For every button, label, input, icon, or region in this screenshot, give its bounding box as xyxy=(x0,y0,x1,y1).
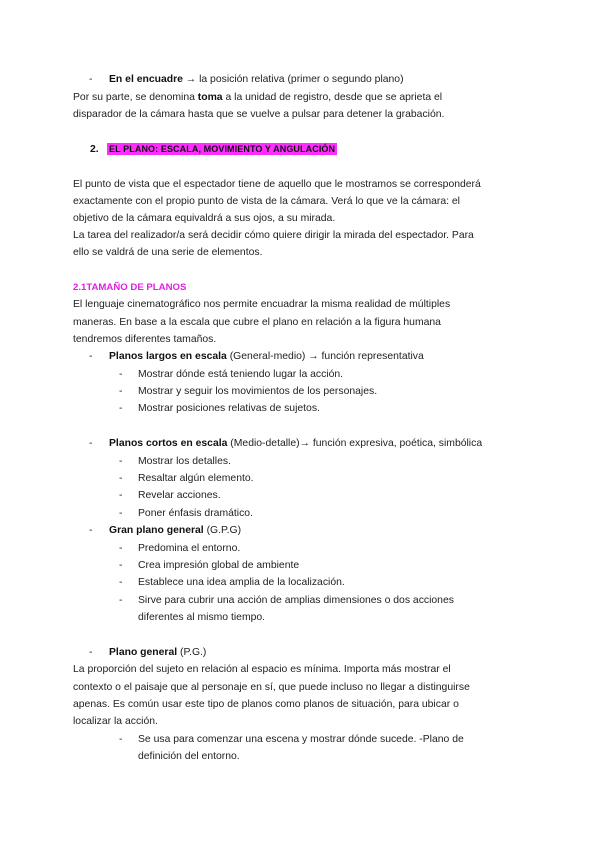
sub-bullet-dash: - xyxy=(119,734,123,745)
section-heading xyxy=(107,143,337,156)
list-item-gran-plano-general: Gran plano general (G.P.G) xyxy=(109,525,242,536)
intro-paragraph-line: Por su parte, se denomina toma a la unidad de registro, desde que se aprieta el xyxy=(73,92,443,103)
bullet-dash: - xyxy=(89,351,93,362)
sub-bullet-dash: - xyxy=(119,490,123,501)
sub-bullet-dash: - xyxy=(119,473,123,484)
sub-list-item: Mostrar posiciones relativas de sujetos. xyxy=(138,403,320,414)
list-item-planos-largos: Planos largos en escala (General-medio) → función representativa xyxy=(109,351,424,362)
sub-list-item: Resaltar algún elemento. xyxy=(138,473,254,484)
sub-list-item: Se usa para comenzar una escena y mostrar dónde sucede. -Plano de xyxy=(138,734,464,745)
paragraph-line: La proporción del sujeto en relación al espacio es mínima. Importa más mostrar el xyxy=(73,664,451,675)
subsection-heading: 2.1TAMAÑO DE PLANOS xyxy=(73,282,187,293)
sub-list-item: Mostrar y seguir los movimientos de los personajes. xyxy=(138,386,378,397)
paragraph-line: apenas. Es común usar este tipo de planos como planos de situación, para ubicar o xyxy=(73,699,459,710)
paragraph-line: localizar la acción. xyxy=(73,716,158,727)
paragraph-line: objetivo de la cámara equivaldrá a sus ojos, a su mirada. xyxy=(73,213,336,224)
section-number: 2. xyxy=(90,144,99,155)
bullet-dash: - xyxy=(89,525,93,536)
intro-item-text: → la posición relativa (primer o segundo plano) xyxy=(182,74,404,85)
sub-list-item: Predomina el entorno. xyxy=(138,543,241,554)
sub-bullet-dash: - xyxy=(119,560,123,571)
intro-item-bold: En el encuadre xyxy=(109,74,183,85)
bullet-dash: - xyxy=(89,647,93,658)
sub-bullet-dash: - xyxy=(119,386,123,397)
sub-list-item-continuation: diferentes al mismo tiempo. xyxy=(138,612,266,623)
paragraph-line: El punto de vista que el espectador tiene de aquello que le mostramos se corresponderá xyxy=(73,179,481,190)
paragraph-line: contexto o el paisaje que al personaje en sí, que puede incluso no llegar a distinguirse xyxy=(73,682,470,693)
intro-paragraph-line: disparador de la cámara hasta que se vuelve a pulsar para detener la grabación. xyxy=(73,109,445,120)
sub-bullet-dash: - xyxy=(119,369,123,380)
list-item-plano-general: Plano general (P.G.) xyxy=(109,647,207,658)
sub-list-item: Sirve para cubrir una acción de amplias dimensiones o dos acciones xyxy=(138,595,454,606)
section-heading-highlight: EL PLANO: ESCALA, MOVIMIENTO Y ANGULACIÓN xyxy=(109,144,336,154)
sub-list-item: Mostrar dónde está teniendo lugar la acción. xyxy=(138,369,344,380)
sub-bullet-dash: - xyxy=(119,595,123,606)
bullet-dash: - xyxy=(89,438,93,449)
term-toma: toma xyxy=(197,92,223,103)
sub-bullet-dash: - xyxy=(119,577,123,588)
paragraph-line: El lenguaje cinematográfico nos permite encuadrar la misma realidad de múltiples xyxy=(73,299,451,310)
sub-list-item: Establece una idea amplia de la localización. xyxy=(138,577,345,588)
sub-bullet-dash: - xyxy=(119,508,123,519)
sub-list-item: Crea impresión global de ambiente xyxy=(138,560,300,571)
sub-bullet-dash: - xyxy=(119,543,123,554)
sub-list-item: Mostrar los detalles. xyxy=(138,456,231,467)
paragraph-line: maneras. En base a la escala que cubre el plano en relación a la figura humana xyxy=(73,317,441,328)
sub-bullet-dash: - xyxy=(119,403,123,414)
sub-bullet-dash: - xyxy=(119,456,123,467)
intro-list-item xyxy=(109,74,404,86)
bullet-dash: - xyxy=(89,74,93,85)
list-item-planos-cortos: Planos cortos en escala (Medio-detalle)→ función expresiva, poética, simbólica xyxy=(109,438,483,449)
paragraph-line: La tarea del realizador/a será decidir cómo quiere dirigir la mirada del espectador. Para xyxy=(73,230,474,241)
sub-list-item: Revelar acciones. xyxy=(138,490,221,501)
paragraph-line: tendremos diferentes tamaños. xyxy=(73,334,217,345)
sub-list-item-continuation: definición del entorno. xyxy=(138,751,240,762)
sub-list-item: Poner énfasis dramático. xyxy=(138,508,253,519)
paragraph-line: ello se valdrá de una serie de elementos. xyxy=(73,247,263,258)
paragraph-line: exactamente con el propio punto de vista de la cámara. Verá lo que ve la cámara: el xyxy=(73,196,460,207)
